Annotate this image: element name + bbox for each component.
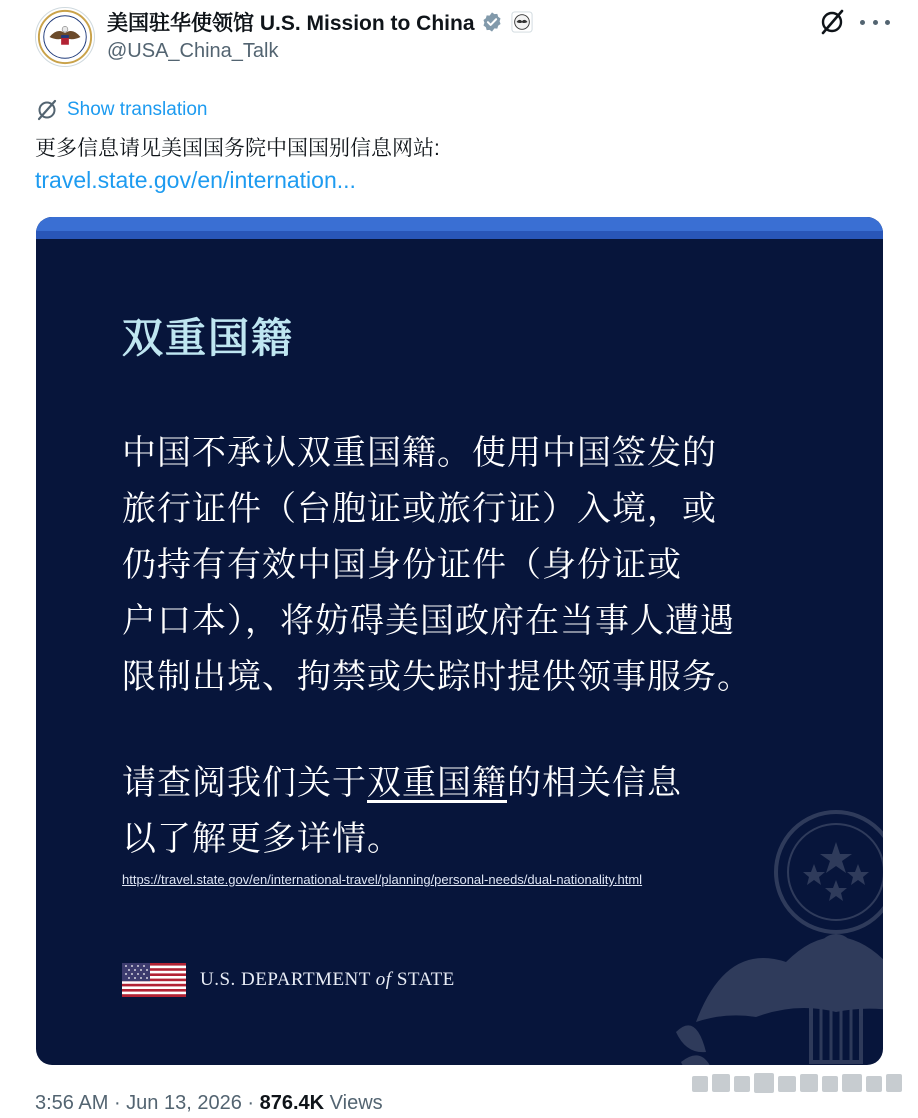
avatar[interactable]	[35, 7, 95, 67]
tweet-image[interactable]	[36, 217, 883, 1065]
card-reference-line-2: 以了解更多详情。	[122, 820, 402, 858]
embassy-seal-icon	[36, 8, 94, 66]
card-body-line: 旅行证件（台胞证或旅行证）入境，或	[122, 490, 717, 528]
user-handle[interactable]: @USA_China_Talk	[107, 40, 279, 62]
card-reference-line	[122, 755, 822, 811]
views-label: Views	[324, 1092, 383, 1114]
ref-suffix: 的相关信息	[507, 764, 682, 802]
grok-translate-icon	[35, 98, 59, 122]
tweet-text: 更多信息请见美国国务院中国国别信息网站:	[35, 137, 440, 160]
card-top-bar-shade	[36, 231, 883, 239]
show-translation-button[interactable]	[35, 97, 207, 123]
show-translation-label: Show translation	[67, 99, 208, 120]
name-row	[107, 8, 533, 36]
card-body-line: 户口本），将妨碍美国政府在当事人遭遇	[122, 602, 735, 640]
affiliate-badge-icon[interactable]	[511, 11, 533, 33]
meta-separator: ·	[241, 1092, 260, 1114]
us-flag-icon	[122, 963, 186, 997]
card-body-line: 仍持有有效中国身份证件（身份证或	[122, 546, 682, 584]
department-of-state-logo	[122, 963, 455, 997]
card-body	[122, 425, 822, 705]
meta-separator: ·	[108, 1092, 127, 1114]
dual-nationality-link: 双重国籍	[367, 764, 507, 802]
tweet-time[interactable]: 3:56 AM	[35, 1092, 109, 1114]
more-dots-icon[interactable]	[860, 10, 890, 34]
tweet-date[interactable]: Jun 13, 2026	[126, 1092, 242, 1114]
dept-prefix: U.S. DEPARTMENT	[200, 969, 376, 990]
tweet-header	[0, 0, 918, 80]
card-body-line: 中国不承认双重国籍。使用中国签发的	[122, 434, 717, 472]
card-title: 双重国籍	[122, 315, 294, 361]
department-of-state-text	[200, 969, 455, 991]
tweet-link[interactable]: travel.state.gov/en/internation...	[35, 167, 356, 193]
card-reference	[122, 755, 822, 867]
tweet-meta	[35, 1092, 383, 1115]
views-count: 876.4K	[259, 1092, 325, 1114]
display-name[interactable]: 美国驻华使领馆 U.S. Mission to China	[107, 12, 475, 35]
dept-suffix: STATE	[391, 969, 455, 990]
dept-of: of	[375, 969, 392, 990]
verified-badge-icon[interactable]	[481, 11, 503, 33]
card-url: https://travel.state.gov/en/international-travel/planning/personal-needs/dual-nationality.html	[122, 872, 643, 887]
card-body-line: 限制出境、拘禁或失踪时提供领事服务。	[122, 658, 752, 696]
grok-icon[interactable]	[818, 8, 846, 36]
ref-prefix: 请查阅我们关于	[122, 764, 367, 802]
watermark-icon	[690, 1068, 905, 1098]
